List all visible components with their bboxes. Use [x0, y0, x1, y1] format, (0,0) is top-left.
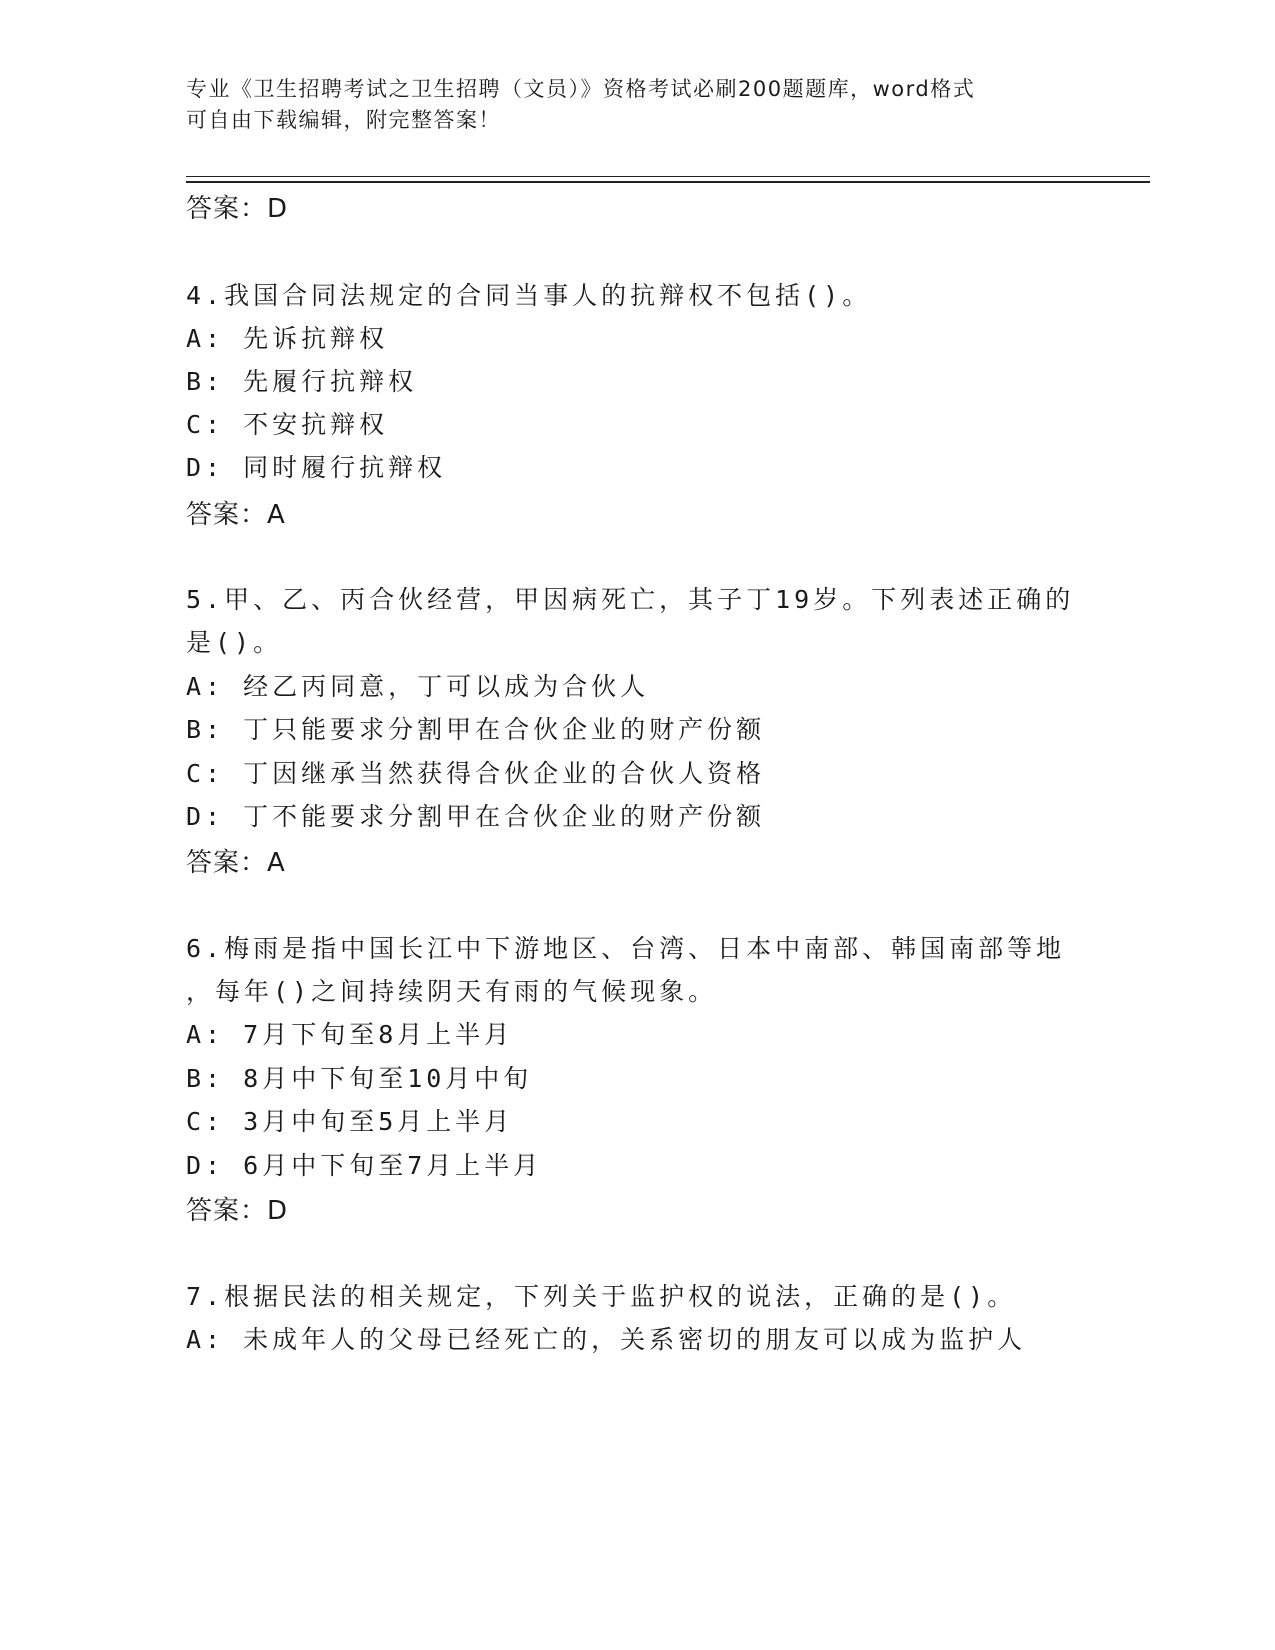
question-5-option-c: C: 丁因继承当然获得合伙企业的合伙人资格 [186, 759, 766, 788]
question-6-answer: 答案：D [186, 1196, 289, 1226]
header-rule-thin [186, 176, 1150, 177]
header-rule-thick [186, 181, 1150, 183]
document-header [186, 74, 1066, 136]
prev-answer: 答案：D [186, 194, 289, 224]
question-5-answer: 答案：A [186, 848, 286, 878]
question-6-stem-line-2: ，每年()之间持续阴天有雨的气候现象。 [186, 977, 718, 1006]
question-5-option-d: D: 丁不能要求分割甲在合伙企业的财产份额 [186, 802, 766, 831]
question-5-stem-line-1: 5.甲、乙、丙合伙经营，甲因病死亡，其子丁19岁。下列表述正确的 [186, 585, 1075, 614]
question-5-stem-line-2: 是()。 [186, 628, 283, 657]
header-line-1: 专业《卫生招聘考试之卫生招聘（文员）》资格考试必刷200题题库，word格式 [186, 77, 976, 101]
question-5-option-b: B: 丁只能要求分割甲在合伙企业的财产份额 [186, 715, 766, 744]
question-4-option-d: D: 同时履行抗辩权 [186, 453, 447, 482]
question-7-option-a: A: 未成年人的父母已经死亡的，关系密切的朋友可以成为监护人 [186, 1325, 1027, 1354]
question-7-stem: 7.根据民法的相关规定，下列关于监护权的说法，正确的是()。 [186, 1282, 1017, 1311]
header-line-2: 可自由下载编辑，附完整答案！ [186, 108, 501, 132]
question-6-stem-line-1: 6.梅雨是指中国长江中下游地区、台湾、日本中南部、韩国南部等地 [186, 934, 1066, 963]
question-5-option-a: A: 经乙丙同意，丁可以成为合伙人 [186, 672, 650, 701]
question-4-option-a: A: 先诉抗辩权 [186, 324, 389, 353]
question-6-option-d: D: 6月中下旬至7月上半月 [186, 1151, 543, 1180]
question-4-stem: 4.我国合同法规定的合同当事人的抗辩权不包括()。 [186, 281, 872, 310]
question-6-option-b: B: 8月中下旬至10月中旬 [186, 1064, 533, 1093]
question-4-option-b: B: 先履行抗辩权 [186, 367, 418, 396]
question-4-answer: 答案：A [186, 500, 286, 530]
question-6-option-c: C: 3月中旬至5月上半月 [186, 1107, 514, 1136]
question-4-option-c: C: 不安抗辩权 [186, 410, 389, 439]
question-6-option-a: A: 7月下旬至8月上半月 [186, 1020, 514, 1049]
